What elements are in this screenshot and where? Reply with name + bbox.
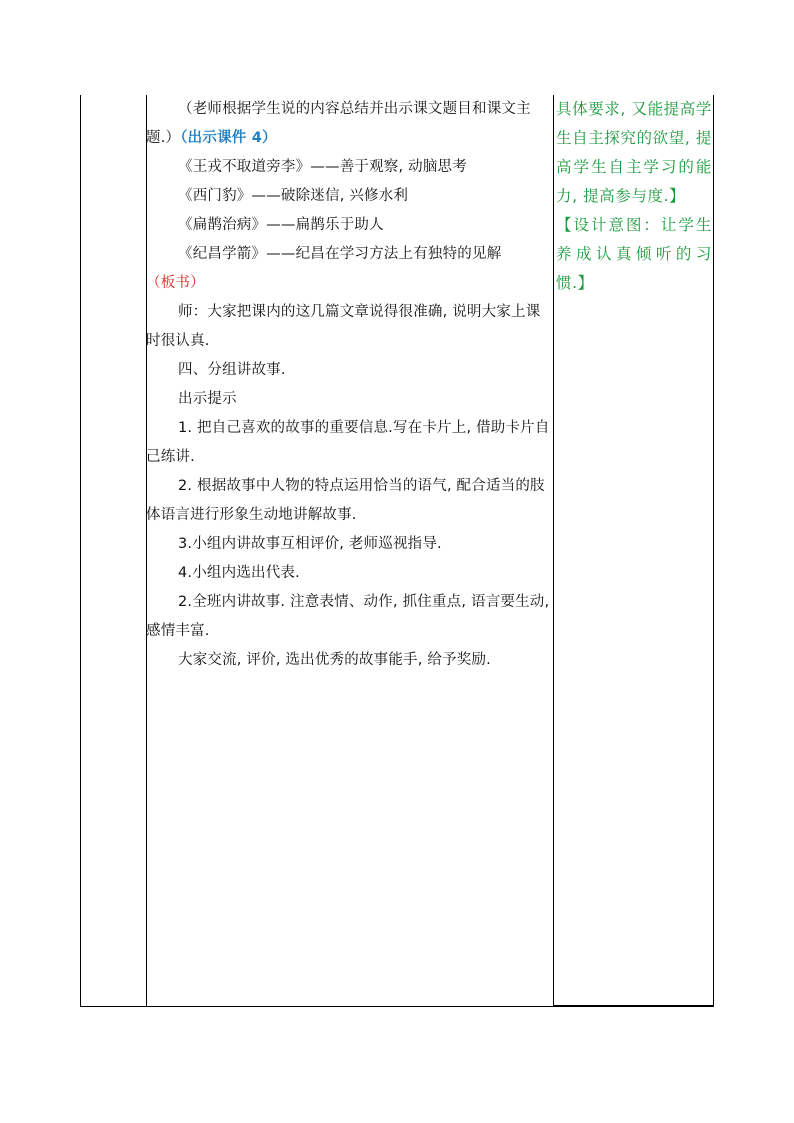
story-line-1: 《王戎不取道旁李》——善于观察, 动脑思考	[178, 159, 467, 175]
table-bottom-border	[80, 1006, 714, 1007]
courseware-note: （出示课件 4）	[180, 130, 277, 146]
story-line-2: 《西门豹》——破除迷信, 兴修水利	[178, 188, 409, 204]
prompt-item-4: 4.小组内选出代表.	[178, 565, 300, 581]
blackboard-note: （板书）	[146, 275, 205, 291]
section-heading: 四、分组讲故事.	[178, 362, 286, 378]
design-note-1: 具体要求, 又能提高学生自主探究的欲望, 提高学生自主学习的能力, 提高参与度.】	[556, 100, 712, 205]
prompt-item-2: 2. 根据故事中人物的特点运用恰当的语气, 配合适当的肢体语言进行形象生动地讲解故事.	[146, 478, 545, 523]
prompt-item-1: 1. 把自己喜欢的故事的重要信息.写在卡片上, 借助卡片自己练讲.	[146, 420, 550, 465]
closing-line: 大家交流, 评价, 选出优秀的故事能手, 给予奖励.	[178, 652, 491, 668]
paragraph-summary: （老师根据学生说的内容总结并出示课文题目和课文主题.）（出示课件 4）	[146, 101, 531, 146]
class-activity: 2.全班内讲故事. 注意表情、动作, 抓住重点, 语言要生动, 感情丰富.	[146, 594, 550, 639]
main-content-cell	[146, 95, 554, 675]
teacher-comment: 师：大家把课内的这几篇文章说得很准确, 说明大家上课时很认真.	[146, 304, 541, 349]
design-note-2: 【设计意图：让学生养成认真倾听的习惯.】	[556, 216, 712, 292]
story-line-3: 《扁鹊治病》——扁鹊乐于助人	[178, 217, 384, 233]
side-cell-right-border	[713, 95, 714, 1007]
design-notes-cell	[556, 95, 712, 298]
table-left-border	[80, 95, 81, 1007]
prompt-heading: 出示提示	[178, 391, 237, 407]
prompt-item-3: 3.小组内讲故事互相评价, 老师巡视指导.	[178, 536, 442, 552]
story-line-4: 《纪昌学箭》——纪昌在学习方法上有独特的见解（板书）	[146, 246, 502, 291]
